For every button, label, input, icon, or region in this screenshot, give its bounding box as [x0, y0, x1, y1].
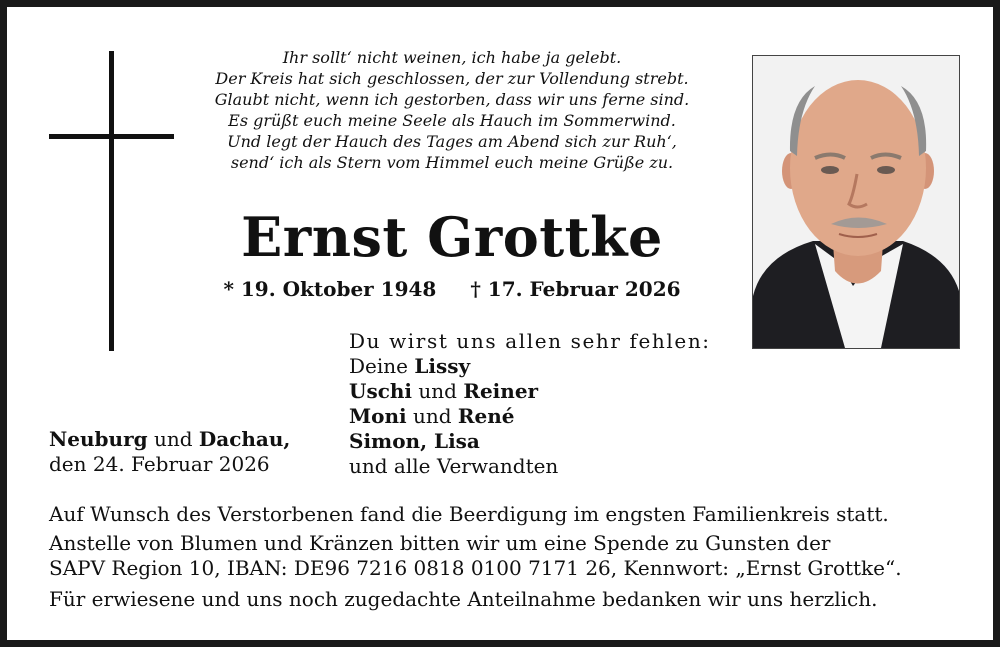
poem-line: Glaubt nicht, wenn ich gestorben, dass wir uns ferne sind. — [214, 90, 690, 109]
poem-line: Und legt der Hauch des Tages am Abend sich zur Ruh‘, — [227, 132, 677, 151]
mourners-intro: Du wirst uns allen sehr fehlen: — [349, 329, 711, 353]
donation-line: Anstelle von Blumen und Kränzen bitten wir um eine Spende zu Gunsten der — [49, 531, 831, 555]
mourner-name: Reiner — [463, 379, 539, 403]
mourners-list — [349, 329, 711, 479]
place-conjunction: und — [153, 427, 193, 451]
notice-footer — [49, 502, 949, 612]
poem-line: Ihr sollt‘ nicht weinen, ich habe ja gelebt. — [282, 48, 622, 67]
thanks-note: Für erwiesene und uns noch zugedachte Anteilnahme bedanken wir uns herzlich. — [49, 587, 878, 611]
mourner-prefix: Deine — [349, 354, 408, 378]
poem-line: send‘ ich als Stern vom Himmel euch meine Grüße zu. — [230, 153, 674, 172]
donation-line: SAPV Region 10, IBAN: DE96 7216 0818 0100 7171 26, Kennwort: „Ernst Grottke“. — [49, 556, 902, 580]
city-neuburg: Neuburg — [49, 427, 148, 451]
poem — [187, 47, 717, 173]
donation-note — [49, 531, 949, 581]
notice-date: den 24. Februar 2026 — [49, 452, 270, 476]
mourner-conjunction: und — [418, 379, 457, 403]
mourner-names: Simon, Lisa — [349, 429, 480, 453]
death-date: † 17. Februar 2026 — [470, 277, 681, 301]
mourner-conjunction: und — [412, 404, 452, 428]
city-dachau: Dachau, — [198, 427, 291, 451]
funeral-note: Auf Wunsch des Verstorbenen fand die Beerdigung im engsten Familienkreis statt. — [49, 502, 889, 526]
cross-vertical-bar — [109, 51, 114, 351]
portrait-illustration — [753, 56, 959, 348]
mourner-name: René — [457, 404, 515, 428]
poem-line: Es grüßt euch meine Seele als Hauch im Sommerwind. — [228, 111, 676, 130]
birth-date: * 19. Oktober 1948 — [223, 277, 437, 301]
cross-horizontal-bar — [49, 134, 174, 139]
poem-line: Der Kreis hat sich geschlossen, der zur Vollendung strebt. — [215, 69, 689, 88]
portrait-photo — [752, 55, 960, 349]
mourner-name: Uschi — [349, 379, 413, 403]
place-and-date — [49, 427, 290, 477]
life-dates — [187, 275, 717, 303]
mourners-relatives: und alle Verwandten — [349, 454, 559, 478]
mourner-name: Moni — [349, 404, 407, 428]
deceased-name: Ernst Grottke — [241, 205, 663, 269]
mourner-name: Lissy — [414, 354, 471, 378]
